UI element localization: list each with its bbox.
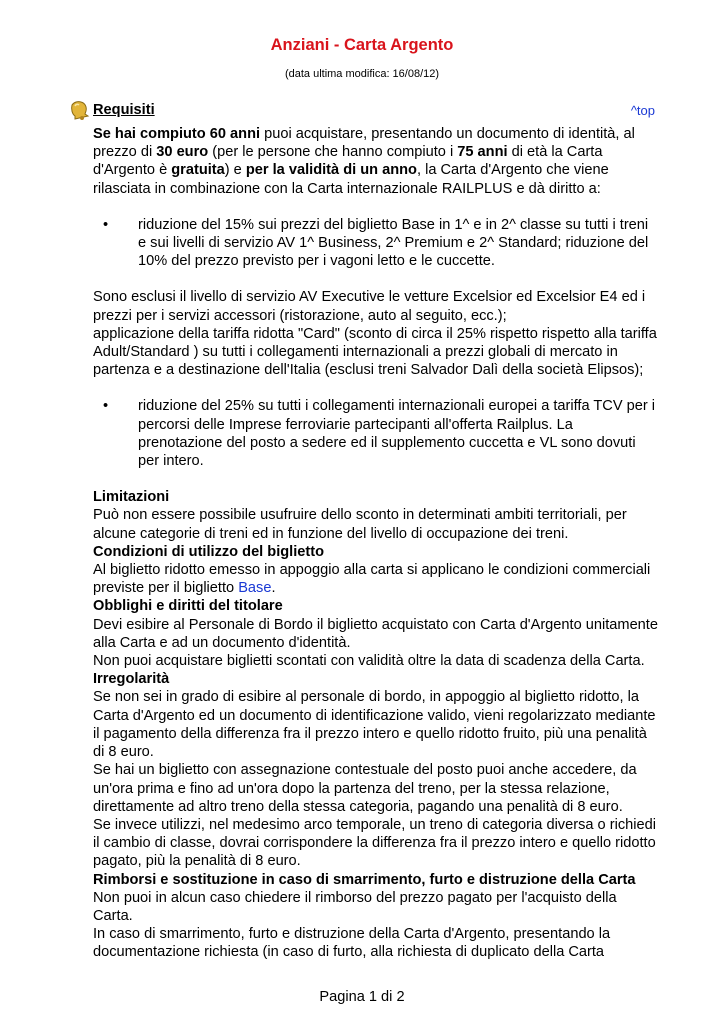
condizioni-body: Al biglietto ridotto emesso in appoggio alla carta si applicano le condizioni commerciali previste per il biglietto <box>93 562 651 597</box>
age-free: 75 anni <box>457 144 508 161</box>
bullet: • <box>103 398 109 415</box>
list-item <box>93 216 658 271</box>
page-number: Pagina 1 di 2 <box>319 989 405 1005</box>
bullet: • <box>103 216 109 233</box>
intro-text: ) e <box>224 162 246 179</box>
period: . <box>271 580 276 597</box>
main-content <box>93 125 658 962</box>
irregolarita-text: Se non sei in grado di esibire al personale di bordo, in appoggio al biglietto ridotto, la Carta d'Argento ed un documento di identificazione valido, vieni regolarizzato mediante il pagamento della differenza fra il prezzo intero e quello ridotto fruito, più una penalità di 8 euro. <box>93 689 656 761</box>
top-link[interactable]: ^top <box>630 103 655 118</box>
card-tariff-text: applicazione della tariffa ridotta "Card" (sconto di circa il 25% rispetto rispetto alla tariffa Adult/Standard ) su tutti i collegamenti internazionali a prezzi globali di mercato in partenza e a destinazione dell'Italia (esclusi treni Salvador Dalì della società Elipsos); <box>93 325 657 379</box>
rimborsi-text: In caso di smarrimento, furto e distruzione della Carta d'Argento, presentando la documentazione richiesta (in caso di furto, alla richiesta di duplicato della Carta <box>93 926 611 961</box>
bell-icon <box>68 99 90 121</box>
age-requirement: Se hai compiuto 60 anni <box>93 126 261 142</box>
list-item-text: riduzione del 25% su tutti i collegamenti internazionali europei a tariffa TCV per i percorsi delle Imprese ferroviarie partecipanti all'offerta Railplus. La prenotazione del posto a sedere ed il supplemento cuccetta e VL sono dovuti per intero. <box>138 398 656 470</box>
validity: per la validità di un anno <box>245 162 417 179</box>
condizioni-heading: Condizioni di utilizzo del biglietto <box>93 543 325 560</box>
last-modified-date: (data ultima modifica: 16/08/12) <box>284 68 440 80</box>
price: 30 euro <box>156 144 209 161</box>
free-label: gratuita <box>171 162 225 179</box>
list-item-text: riduzione del 15% sui prezzi del biglietto Base in 1^ e in 2^ classe su tutti i treni e sui livelli di servizio AV 1^ Business, 2^ Premium e 2^ Standard; riduzione del 10% del prezzo previsto per i vagoni letto e le cuccette. <box>138 216 649 270</box>
intro-text: puoi acquistare, presentando un documento di identità, al prezzo di <box>93 126 635 161</box>
base-ticket-link[interactable]: Base <box>238 580 272 597</box>
intro-text: , la Carta d'Argento che viene rilasciata in combinazione con la Carta internazionale RAILPLUS e dà diritto a: <box>93 162 609 197</box>
intro-paragraph <box>93 125 658 198</box>
limitazioni-text: Può non essere possibile usufruire dello sconto in determinati ambiti territoriali, per alcune categorie di treni ed in funzione del livello di occupazione dei treni. <box>93 507 627 542</box>
intro-text: di età la Carta d'Argento è <box>93 144 603 179</box>
rimborsi-heading: Rimborsi e sostituzione in caso di smarrimento, furto e distruzione della Carta <box>93 871 636 888</box>
irregolarita-text: Se hai un biglietto con assegnazione contestuale del posto puoi anche accedere, da un'ora prima e fino ad un'ora dopo la partenza del treno, per la stessa relazione, direttamente ad altro treno della stessa categoria, pagando una penalità di 8 euro. <box>93 762 637 815</box>
obblighi-text: Non puoi acquistare biglietti scontati con validità oltre la data di scadenza della Carta. <box>93 653 645 670</box>
benefit-list <box>93 216 658 271</box>
benefit-list <box>93 397 658 470</box>
irregolarita-heading: Irregolarità <box>93 671 170 688</box>
section-title: Requisiti <box>93 102 155 118</box>
rimborsi-text: Non puoi in alcun caso chiedere il rimborso del prezzo pagato per l'acquisto della Carta. <box>93 889 617 924</box>
page-title: Anziani - Carta Argento <box>270 36 454 54</box>
exclusions-text: Sono esclusi il livello di servizio AV Executive le vetture Excelsior ed Excelsior E4 ed i prezzi per i servizi accessori (ristorazione, auto al seguito, ecc.); <box>93 289 646 324</box>
irregolarita-text: Se invece utilizzi, nel medesimo arco temporale, un treno di categoria diversa o richiedi il cambio di classe, dovrai corrispondere la differenza fra il prezzo intero e quello ridotto pagato, più la penalità di 8 euro. <box>93 816 656 870</box>
section-header <box>68 99 658 121</box>
intro-text: (per le persone che hanno compiuto i <box>208 144 458 161</box>
condizioni-text <box>93 561 658 597</box>
list-item <box>93 397 658 470</box>
obblighi-text: Devi esibire al Personale di Bordo il biglietto acquistato con Carta d'Argento unitamente alla Carta e ad un documento d'identità. <box>93 616 658 651</box>
limitazioni-heading: Limitazioni <box>93 489 170 506</box>
obblighi-heading: Obblighi e diritti del titolare <box>93 598 283 615</box>
